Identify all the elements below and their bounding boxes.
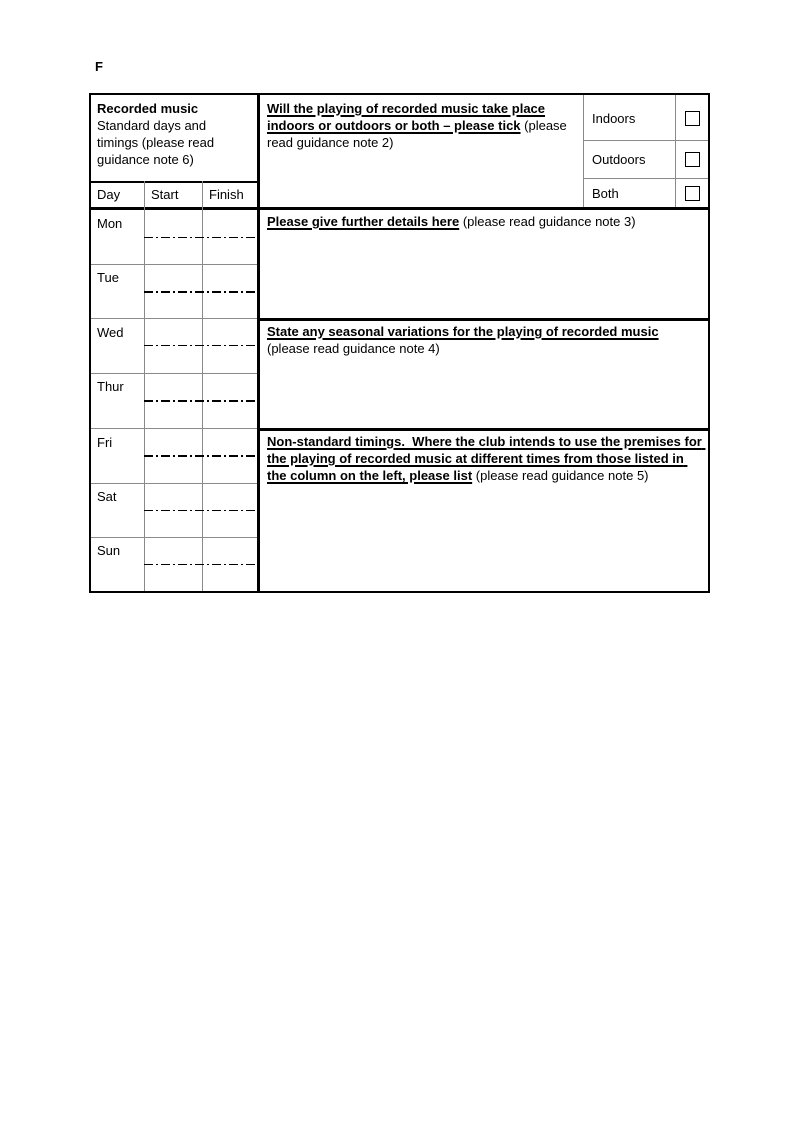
main-vertical-divider <box>257 95 260 591</box>
wed-start-field[interactable] <box>146 320 201 372</box>
day-label-mon: Mon <box>97 216 123 231</box>
sat-start-field[interactable] <box>146 485 201 536</box>
details-seasonal-divider <box>260 318 708 321</box>
column-header-day: Day <box>97 187 121 202</box>
left-header-divider <box>91 181 257 183</box>
column-header-start: Start <box>151 187 179 202</box>
indoors-outdoors-divider <box>583 140 708 141</box>
header-bottom-divider <box>91 207 708 210</box>
non-standard-input[interactable] <box>261 505 705 588</box>
seasonal-variations-note: (please read guidance note 4) <box>267 341 440 356</box>
day-divider-wed-thur <box>91 373 257 374</box>
day-label-sat: Sat <box>97 489 117 504</box>
day-divider-tue-wed <box>91 318 257 319</box>
question-note-text: (please read guidance note 2) <box>267 118 567 150</box>
tue-start-field[interactable] <box>146 266 201 317</box>
indoor-outdoor-question <box>267 100 575 151</box>
outdoors-both-divider <box>583 178 708 179</box>
thur-finish-field[interactable] <box>204 375 256 427</box>
seasonal-variations-input[interactable] <box>261 361 705 425</box>
recorded-music-table <box>89 93 710 593</box>
seasonal-variations-bold: State any seasonal variations for the playing of recorded music <box>267 324 659 339</box>
day-label-sun: Sun <box>97 543 121 558</box>
indoors-checkbox[interactable] <box>685 111 700 126</box>
sat-finish-field[interactable] <box>204 485 256 536</box>
question-bold-text: Will the playing of recorded music take place indoors or outdoors or both – please tick <box>267 101 546 133</box>
day-label-wed: Wed <box>97 325 124 340</box>
day-label-fri: Fri <box>97 435 113 450</box>
day-divider-fri-sat <box>91 483 257 484</box>
day-divider-mon-tue <box>91 264 257 265</box>
left-header-cell <box>97 100 247 168</box>
day-divider-sat-sun <box>91 537 257 538</box>
non-standard-bold: Non-standard timings. Where the club intends to use the premises for the playing of recorded music at different times from those listed in the column on the left, please list <box>267 434 706 483</box>
further-details-bold: Please give further details here <box>267 214 460 229</box>
wed-finish-field[interactable] <box>204 320 256 372</box>
left-header-title: Recorded music <box>97 101 199 116</box>
day-label-tue: Tue <box>97 270 119 285</box>
outdoors-checkbox[interactable] <box>685 152 700 167</box>
sun-finish-field[interactable] <box>204 539 256 590</box>
options-left-line <box>583 95 584 207</box>
both-label: Both <box>592 186 619 201</box>
seasonal-variations-heading <box>267 323 700 357</box>
thur-start-field[interactable] <box>146 375 201 427</box>
non-standard-heading <box>267 433 706 484</box>
mon-start-field[interactable] <box>146 211 201 263</box>
fri-start-field[interactable] <box>146 432 201 482</box>
tue-finish-field[interactable] <box>204 266 256 317</box>
seasonal-nonstandard-divider <box>260 428 708 431</box>
mon-finish-field[interactable] <box>204 211 256 263</box>
left-header-subtitle: Standard days and timings (please read guidance note 6) <box>97 118 215 167</box>
non-standard-note: (please read guidance note 5) <box>472 468 649 483</box>
both-checkbox[interactable] <box>685 186 700 201</box>
outdoors-label: Outdoors <box>592 152 646 167</box>
fri-finish-field[interactable] <box>204 432 256 482</box>
grid-line-start-finish <box>202 181 203 591</box>
day-divider-thur-fri <box>91 428 257 429</box>
further-details-input[interactable] <box>261 235 705 315</box>
further-details-heading <box>267 213 700 230</box>
grid-line-day-start <box>144 181 145 591</box>
day-label-thur: Thur <box>97 379 124 394</box>
indoors-label: Indoors <box>592 111 636 126</box>
section-letter: F <box>95 59 103 74</box>
options-checkbox-line <box>675 95 676 207</box>
column-header-finish: Finish <box>209 187 244 202</box>
sun-start-field[interactable] <box>146 539 201 590</box>
further-details-note: (please read guidance note 3) <box>459 214 636 229</box>
